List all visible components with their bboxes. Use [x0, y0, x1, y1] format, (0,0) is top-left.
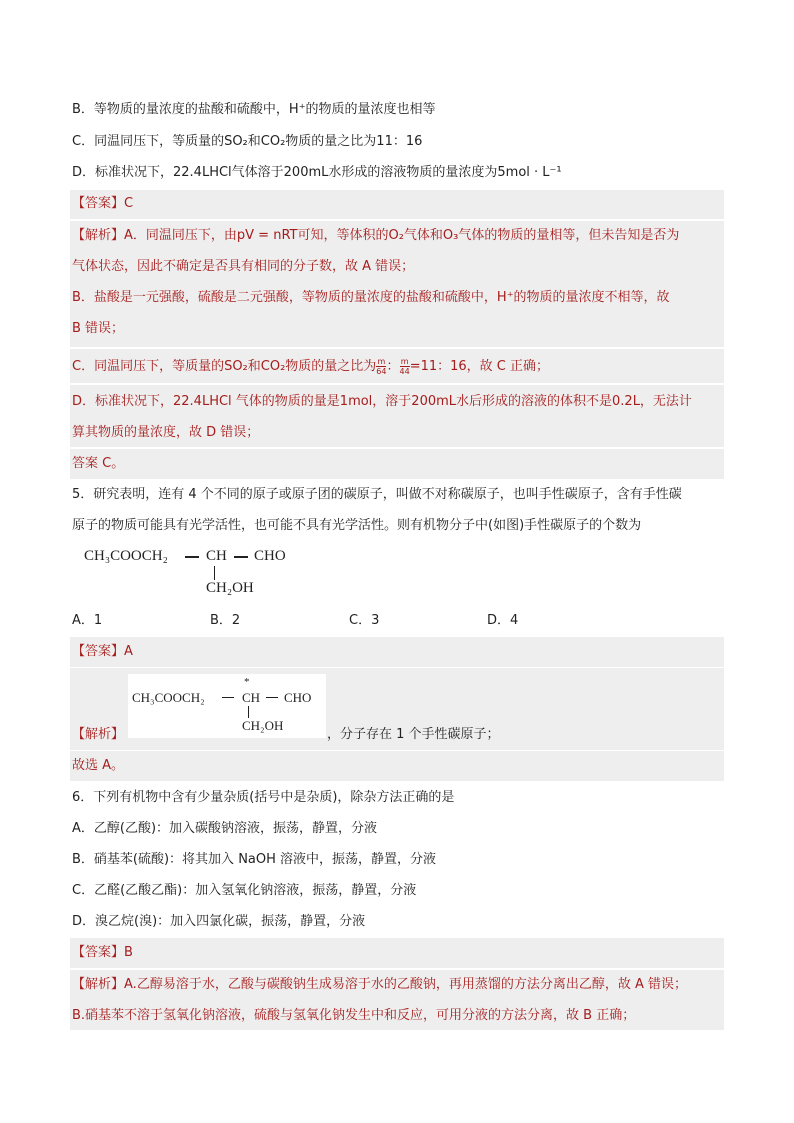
- fraction-m-44: $\frac{m}{44}$: [399, 357, 410, 376]
- fraction-m-64: $\frac{m}{64}$: [376, 357, 387, 376]
- q5-final-band: [70, 751, 724, 781]
- q6-option-b: B．硝基苯(硫酸)：将其加入 NaOH 溶液中，振荡，静置，分液: [72, 852, 437, 867]
- q5-stem-line1: 5．研究表明，连有 4 个不同的原子或原子团的碳原子，叫做不对称碳原子，也叫手性碳原子，含有手性碳: [72, 487, 682, 502]
- structure-image-center: CH: [242, 690, 261, 705]
- analysis-c-post: =11：16，故 C 正确；: [409, 359, 550, 374]
- q6-answer-band: [70, 938, 724, 968]
- q5-option-b: B．2: [210, 613, 241, 628]
- q4-analysis-a-text: A．同温同压下，由pV = nRT可知，等体积的O₂气体和O₃气体的物质的量相等，但未告知是否为: [124, 228, 680, 243]
- structure-left-group: CH₃COOCH₂: [84, 548, 168, 564]
- q5-analysis-text: ，分子存在 1 个手性碳原子；: [327, 727, 500, 742]
- q5-final-answer: 故选 A。: [72, 758, 125, 773]
- image-bond-down: [248, 706, 249, 718]
- image-bond-right: [266, 697, 278, 698]
- q4-option-c: C．同温同压下，等质量的SO₂和CO₂物质的量之比为11：16: [72, 134, 423, 149]
- q6-analysis-a: [72, 976, 687, 994]
- q6-answer: 【答案】B: [72, 945, 133, 960]
- q4-answer: 【答案】C: [72, 196, 134, 211]
- bond-down: [214, 566, 215, 580]
- q6-option-c: C．乙醛(乙酸乙酯)：加入氢氧化钠溶液，振荡，静置，分液: [72, 883, 417, 898]
- q6-analysis-a-text: A.乙醇易溶于水，乙酸与碳酸钠生成易溶于水的乙酸钠，再用蒸馏的方法分离出乙醇，故 A 错误；: [124, 977, 687, 992]
- q5-stem-line2: 原子的物质可能具有光学活性，也可能不具有光学活性。则有机物分子中(如图)手性碳原子的个数为: [72, 518, 642, 533]
- structure-image-below: CH₂OH: [242, 718, 284, 733]
- q4-final-band: [70, 449, 724, 479]
- q4-option-b: B．等物质的量浓度的盐酸和硫酸中，H⁺的物质的量浓度也相等: [72, 102, 436, 117]
- bond-left: [185, 556, 199, 558]
- analysis-c-pre: C．同温同压下，等质量的SO₂和CO₂物质的量之比为: [72, 359, 377, 374]
- image-bond-left: [222, 697, 234, 698]
- structure-image-left: CH₃COOCH₂: [132, 690, 205, 705]
- q4-analysis-d-line2: 算其物质的量浓度，故 D 错误；: [72, 425, 260, 440]
- analysis-tag: 【解析】: [72, 228, 125, 243]
- q4-analysis-a-line2: 气体状态，因此不确定是否具有相同的分子数，故 A 错误；: [72, 259, 415, 274]
- analysis-tag: 【解析】: [72, 977, 125, 992]
- q5-answer: 【答案】A: [72, 644, 133, 659]
- q6-analysis-b: B.硝基苯不溶于氢氧化钠溶液，硫酸与氢氧化钠发生中和反应，可用分液的方法分离，故 B 正确；: [72, 1008, 636, 1023]
- q4-analysis-b-line1: B．盐酸是一元强酸，硫酸是二元强酸，等物质的量浓度的盐酸和硫酸中，H⁺的物质的量浓度不相等，故: [72, 290, 670, 305]
- q6-stem: 6．下列有机物中含有少量杂质(括号中是杂质)，除杂方法正确的是: [72, 790, 455, 805]
- structure-right-group: CHO: [254, 548, 286, 564]
- structure-image-right: CHO: [284, 690, 312, 705]
- q4-analysis-c: C．同温同压下，等质量的SO₂和CO₂物质的量之比为 $\frac{m}{64}$ ： $\frac{m}{44}$ =11：16，故 C 正确；: [72, 357, 550, 376]
- q4-final-answer: 答案 C。: [72, 456, 125, 471]
- q5-option-c: C．3: [349, 613, 380, 628]
- q4-answer-band: [70, 190, 724, 219]
- q4-analysis-b-line2: B 错误；: [72, 321, 125, 336]
- q6-option-d: D．溴乙烷(溴)：加入四氯化碳，振荡，静置，分液: [72, 914, 366, 929]
- structure-below-group: CH₂OH: [206, 580, 254, 596]
- chiral-star: *: [244, 676, 250, 688]
- structure-center-carbon: CH: [206, 548, 227, 564]
- q5-option-d: D．4: [487, 613, 519, 628]
- q4-analysis-d-line1: D．标准状况下，22.4LHCl 气体的物质的量是1mol，溶于200mL水后形成的溶液的体积不是0.2L，无法计: [72, 394, 692, 409]
- q6-option-a: A．乙醇(乙酸)：加入碳酸钠溶液，振荡，静置，分液: [72, 821, 378, 836]
- q5-option-a: A．1: [72, 613, 103, 628]
- q4-option-d: D．标准状况下，22.4LHCl气体溶于200mL水形成的溶液物质的量浓度为5mol · L⁻¹: [72, 165, 562, 180]
- structure-image: [128, 674, 326, 738]
- q4-analysis-a-line1: [72, 227, 679, 245]
- bond-right: [234, 556, 248, 558]
- q5-answer-band: [70, 637, 724, 667]
- q5-analysis-tag: 【解析】: [72, 727, 125, 742]
